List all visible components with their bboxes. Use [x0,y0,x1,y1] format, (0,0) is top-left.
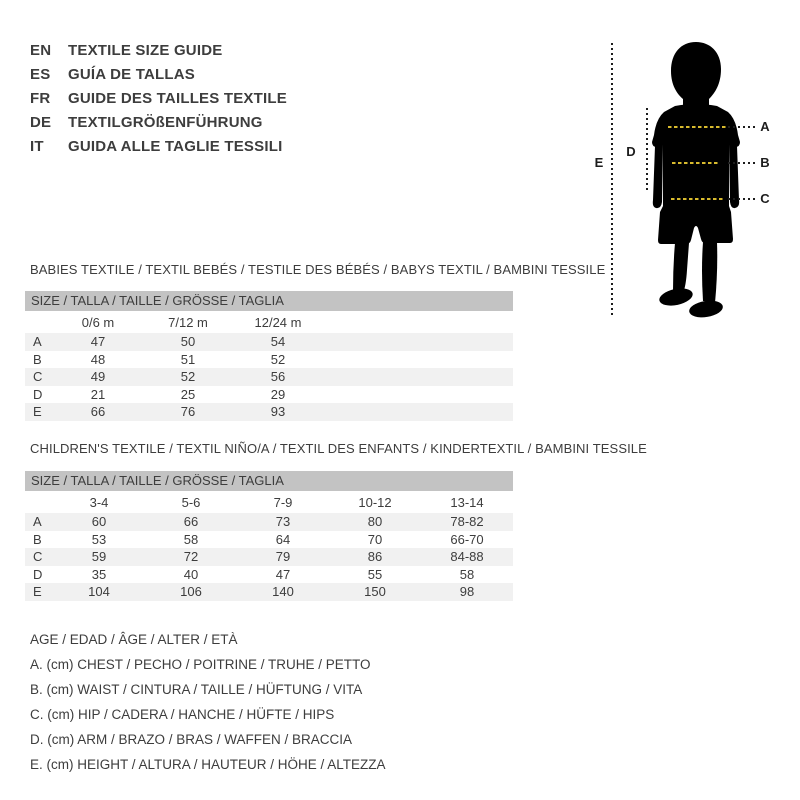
table-row [25,368,513,386]
corner-cell [25,491,53,513]
figure-label-d: D [626,144,636,159]
column-header: 7/12 m [168,314,208,330]
row-label: B [33,351,42,367]
filler-cell [323,351,513,369]
size-cell: 66 [183,514,199,530]
table-row [25,531,513,549]
language-row-de [30,110,287,134]
filler-cell [323,311,513,333]
filler-cell [323,403,513,421]
table-row [25,583,513,601]
size-cell: 40 [183,566,199,582]
column-header: 5-6 [181,494,201,510]
figure-label-c: C [760,191,770,206]
row-label: D [33,386,43,402]
legend-age-line: AGE / EDAD / ÂGE / ALTER / ETÀ [30,632,238,647]
table-row [25,513,513,531]
size-cell: 66-70 [450,531,484,547]
size-cell: 25 [180,386,196,402]
size-cell: 140 [272,584,294,600]
size-cell: 55 [367,566,383,582]
legend-arm-line: D. (cm) ARM / BRAZO / BRAS / WAFFEN / BRACCIA [30,732,353,747]
language-title-list [30,38,287,158]
language-title: GUIDE DES TAILLES TEXTILE [68,89,287,107]
size-cell: 106 [180,584,202,600]
size-cell: 66 [90,404,106,420]
row-label: C [33,549,43,565]
filler-cell [323,333,513,351]
size-cell: 98 [459,584,475,600]
babies-section-title: BABIES TEXTILE / TEXTIL BEBÉS / TESTILE DES BÉBÉS / BABYS TEXTIL / BAMBINI TESSILE [30,262,606,277]
size-cell: 58 [459,566,475,582]
height-line-e [611,43,613,315]
row-label: D [33,566,43,582]
language-code: DE [30,113,52,131]
size-cell: 49 [90,369,106,385]
language-row-es [30,62,287,86]
size-cell: 86 [367,549,383,565]
size-cell: 47 [275,566,291,582]
size-cell: 58 [183,531,199,547]
size-cell: 53 [91,531,107,547]
size-cell: 59 [91,549,107,565]
size-cell: 78-82 [450,514,484,530]
children-size-header-bar: SIZE / TALLA / TAILLE / GRÖSSE / TAGLIA [25,471,513,491]
child-silhouette-icon [645,40,745,320]
filler-cell [323,368,513,386]
column-header: 7-9 [273,494,293,510]
table-row [25,548,513,566]
measurement-figure [580,30,795,330]
size-cell: 29 [270,386,286,402]
row-label: B [33,531,42,547]
language-row-it [30,134,287,158]
column-header: 12/24 m [254,314,302,330]
column-header: 3-4 [89,494,109,510]
size-cell: 56 [270,369,286,385]
table-row [25,351,513,369]
figure-label-b: B [760,155,770,170]
column-header: 0/6 m [81,314,115,330]
hip-line-c-dots [728,198,758,200]
language-code: FR [30,89,51,107]
size-cell: 84-88 [450,549,484,565]
row-label: A [33,514,42,530]
chest-line-a-dots [728,126,758,128]
waist-line-b-dots [728,162,758,164]
table-row [25,333,513,351]
figure-label-e: E [594,155,604,170]
size-cell: 104 [88,584,110,600]
size-cell: 79 [275,549,291,565]
language-title: GUÍA DE TALLAS [68,65,195,83]
children-column-header-row [25,491,513,513]
language-row-fr [30,86,287,110]
waist-line-b [672,162,719,164]
column-header: 10-12 [358,494,392,510]
row-label: E [33,584,42,600]
children-size-table [25,491,513,601]
legend-chest-line: A. (cm) CHEST / PECHO / POITRINE / TRUHE / PETTO [30,657,371,672]
size-cell: 150 [364,584,386,600]
language-title: TEXTILGRÖßENFÜHRUNG [68,113,263,131]
size-cell: 52 [270,351,286,367]
size-cell: 51 [180,351,196,367]
table-row [25,386,513,404]
row-label: A [33,334,42,350]
babies-column-header-row [25,311,513,333]
legend-hip-line: C. (cm) HIP / CADERA / HANCHE / HÜFTE / HIPS [30,707,335,722]
legend-waist-line: B. (cm) WAIST / CINTURA / TAILLE / HÜFTUNG / VITA [30,682,363,697]
size-cell: 93 [270,404,286,420]
size-cell: 70 [367,531,383,547]
babies-size-header-bar: SIZE / TALLA / TAILLE / GRÖSSE / TAGLIA [25,291,513,311]
figure-label-a: A [760,119,770,134]
corner-cell [25,311,53,333]
chest-line-a [668,126,727,128]
hip-line-c [671,198,723,200]
size-cell: 76 [180,404,196,420]
arm-line-d [646,108,648,193]
language-title: TEXTILE SIZE GUIDE [68,41,223,59]
size-cell: 80 [367,514,383,530]
size-cell: 60 [91,514,107,530]
size-cell: 52 [180,369,196,385]
measurement-legend [30,627,386,777]
size-cell: 73 [275,514,291,530]
column-header: 13-14 [450,494,484,510]
size-cell: 35 [91,566,107,582]
row-label: E [33,404,42,420]
language-code: ES [30,65,51,83]
legend-height-line: E. (cm) HEIGHT / ALTURA / HAUTEUR / HÖHE / ALTEZZA [30,757,386,772]
size-cell: 72 [183,549,199,565]
size-cell: 47 [90,334,106,350]
filler-cell [323,386,513,404]
row-label: C [33,369,43,385]
size-cell: 64 [275,531,291,547]
table-row [25,566,513,584]
children-section-title: CHILDREN'S TEXTILE / TEXTIL NIÑO/A / TEXTIL DES ENFANTS / KINDERTEXTIL / BAMBINI TESSILE [30,441,647,456]
size-cell: 48 [90,351,106,367]
babies-size-table [25,311,513,421]
language-row-en [30,38,287,62]
size-cell: 50 [180,334,196,350]
language-code: IT [30,137,44,155]
language-title: GUIDA ALLE TAGLIE TESSILI [68,137,283,155]
size-cell: 21 [90,386,106,402]
table-row [25,403,513,421]
size-cell: 54 [270,334,286,350]
language-code: EN [30,41,52,59]
